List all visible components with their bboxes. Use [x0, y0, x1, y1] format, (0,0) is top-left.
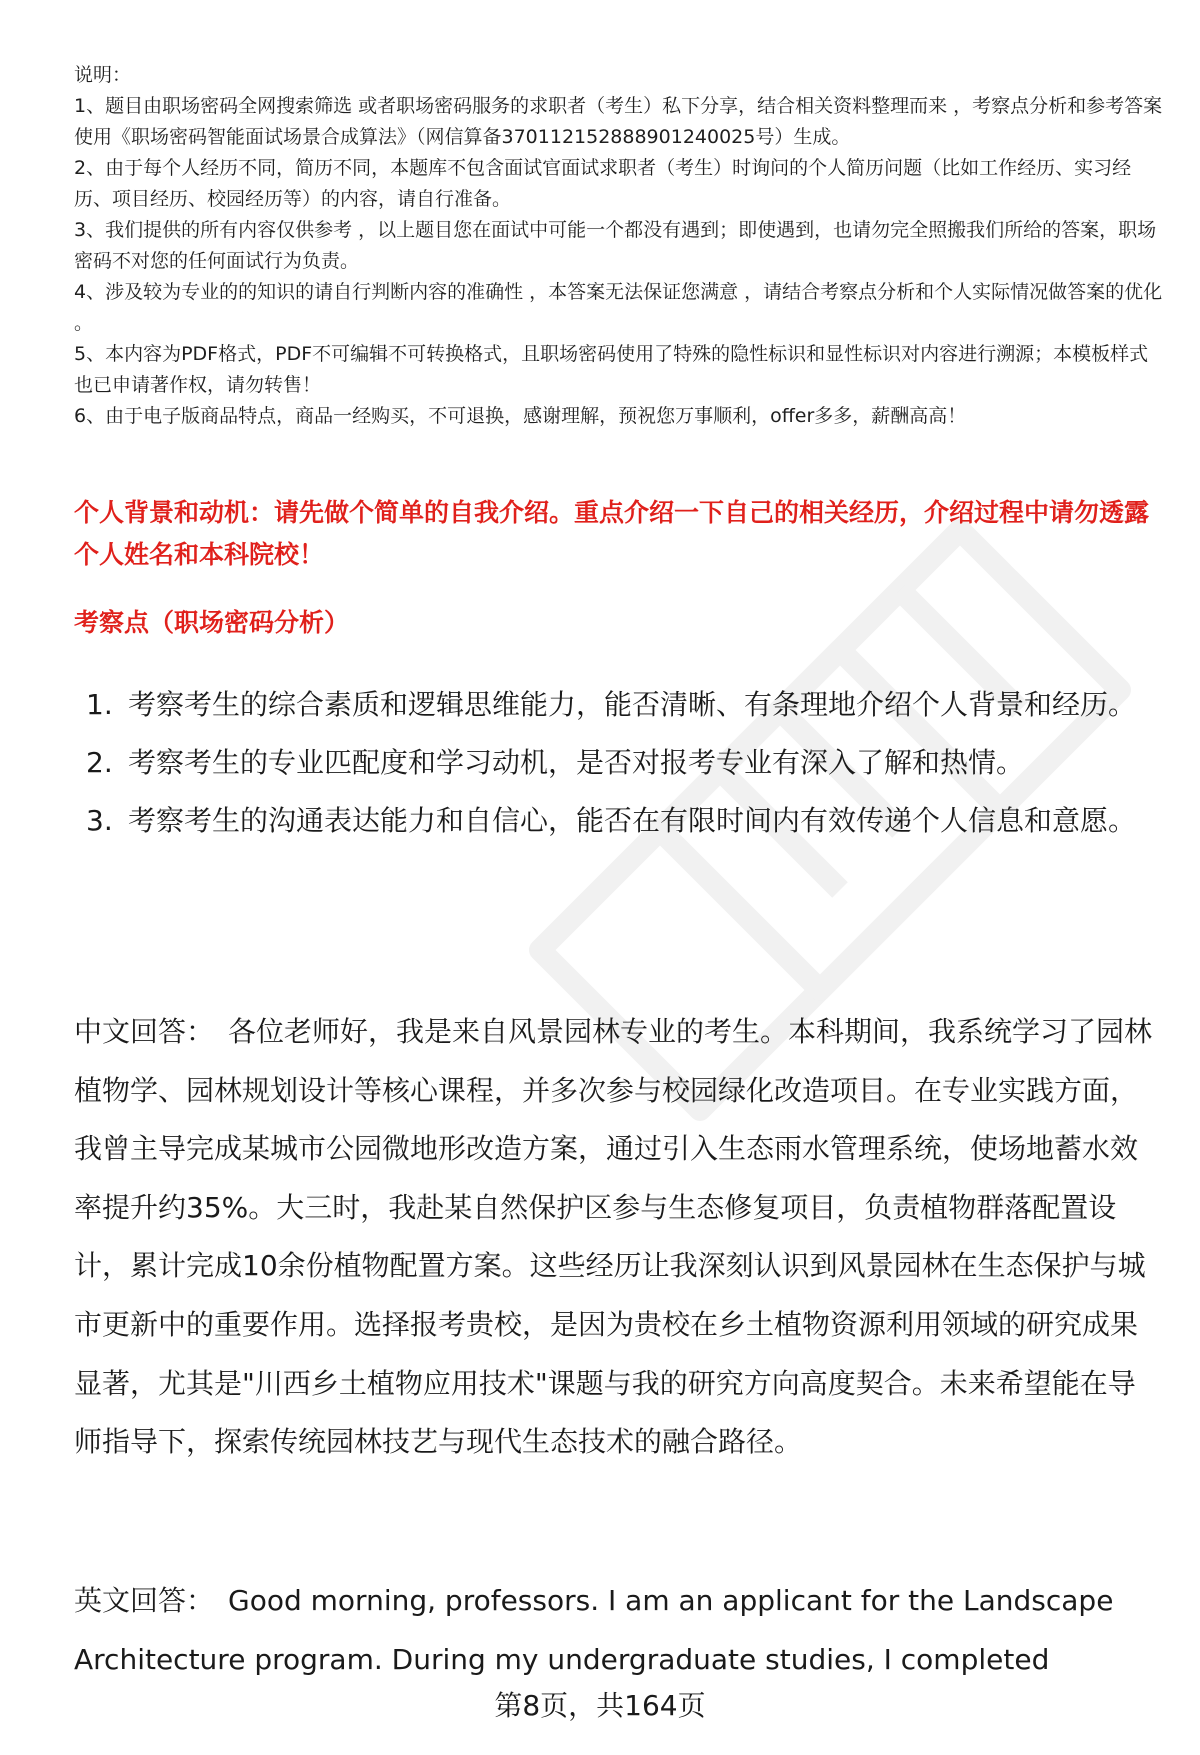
english-answer-text: Good morning, professors. I am an applicant for the Landscape Architecture program. During my undergraduate studies, I completed [74, 1584, 1114, 1676]
point-number: 1. [86, 688, 113, 721]
note-item-2: 2、由于每个人经历不同，简历不同，本题库不包含面试官面试求职者（考生）时询问的个人简历问题（比如工作经历、实习经历、项目经历、校园经历等）的内容，请自行准备。 [74, 157, 1132, 210]
chinese-answer-text: 各位老师好，我是来自风景园林专业的考生。本科期间，我系统学习了园林植物学、园林规划设计等核心课程，并多次参与校园绿化改造项目。在专业实践方面，我曾主导完成某城市公园微地形改造方案，通过引入生态雨水管理系统，使场地蓄水效率提升约35%。大三时，我赴某自然保护区参与生态修复项目，负责植物群落配置设计，累计完成10余份植物配置方案。这些经历让我深刻认识到风景园林在生态保护与城市更新中的重要作用。选择报考贵校，是因为贵校在乡土植物资源利用领域的研究成果显著，尤其是"川西乡土植物应用技术"课题与我的研究方向高度契合。未来希望能在导师指导下，探索传统园林技艺与现代生态技术的融合路径。 [74, 1015, 1153, 1459]
note-item-1: 1、题目由职场密码全网搜索筛选 或者职场密码服务的求职者（考生）私下分享，结合相关资料整理而来 ，考察点分析和参考答案使用《职场密码智能面试场景合成算法》（网信算备370112152888901240025号）生成。 [74, 95, 1163, 148]
disclaimer-notes [74, 60, 1164, 432]
chinese-answer [74, 1003, 1154, 1472]
analysis-point [74, 734, 1154, 792]
english-answer [74, 1572, 1154, 1689]
point-text: 考察考生的专业匹配度和学习动机，是否对报考专业有深入了解和热情。 [128, 746, 1025, 779]
notes-heading: 说明： [74, 64, 132, 86]
interview-question: 个人背景和动机：请先做个简单的自我介绍。重点介绍一下自己的相关经历，介绍过程中请勿透露个人姓名和本科院校！ [74, 498, 1150, 569]
note-item-3: 3、我们提供的所有内容仅供参考 ，以上题目您在面试中可能一个都没有遇到；即使遇到，也请勿完全照搬我们所给的答案，职场密码不对您的任何面试行为负责。 [74, 219, 1157, 272]
page-number: 第8页，共164页 [494, 1689, 706, 1722]
analysis-point [74, 792, 1154, 850]
note-item-6: 6、由于电子版商品特点，商品一经购买，不可退换，感谢理解，预祝您万事顺利，offer多多，薪酬高高！ [74, 405, 967, 427]
analysis-points-list [74, 676, 1154, 850]
english-answer-label: 英文回答： [74, 1584, 215, 1617]
note-item-5: 5、本内容为PDF格式，PDF不可编辑不可转换格式，且职场密码使用了特殊的隐性标识和显性标识对内容进行溯源；本模板样式也已申请著作权，请勿转售！ [74, 343, 1149, 396]
analysis-title: 考察点（职场密码分析） [74, 608, 350, 637]
note-item-4: 4、涉及较为专业的的知识的请自行判断内容的准确性 ，本答案无法保证您满意 ，请结合考察点分析和个人实际情况做答案的优化 。 [74, 281, 1163, 334]
point-text: 考察考生的综合素质和逻辑思维能力，能否清晰、有条理地介绍个人背景和经历。 [128, 688, 1137, 721]
point-text: 考察考生的沟通表达能力和自信心，能否在有限时间内有效传递个人信息和意愿。 [128, 804, 1137, 837]
point-number: 2. [86, 746, 113, 779]
analysis-point [74, 676, 1154, 734]
chinese-answer-label: 中文回答： [74, 1015, 215, 1048]
point-number: 3. [86, 804, 113, 837]
